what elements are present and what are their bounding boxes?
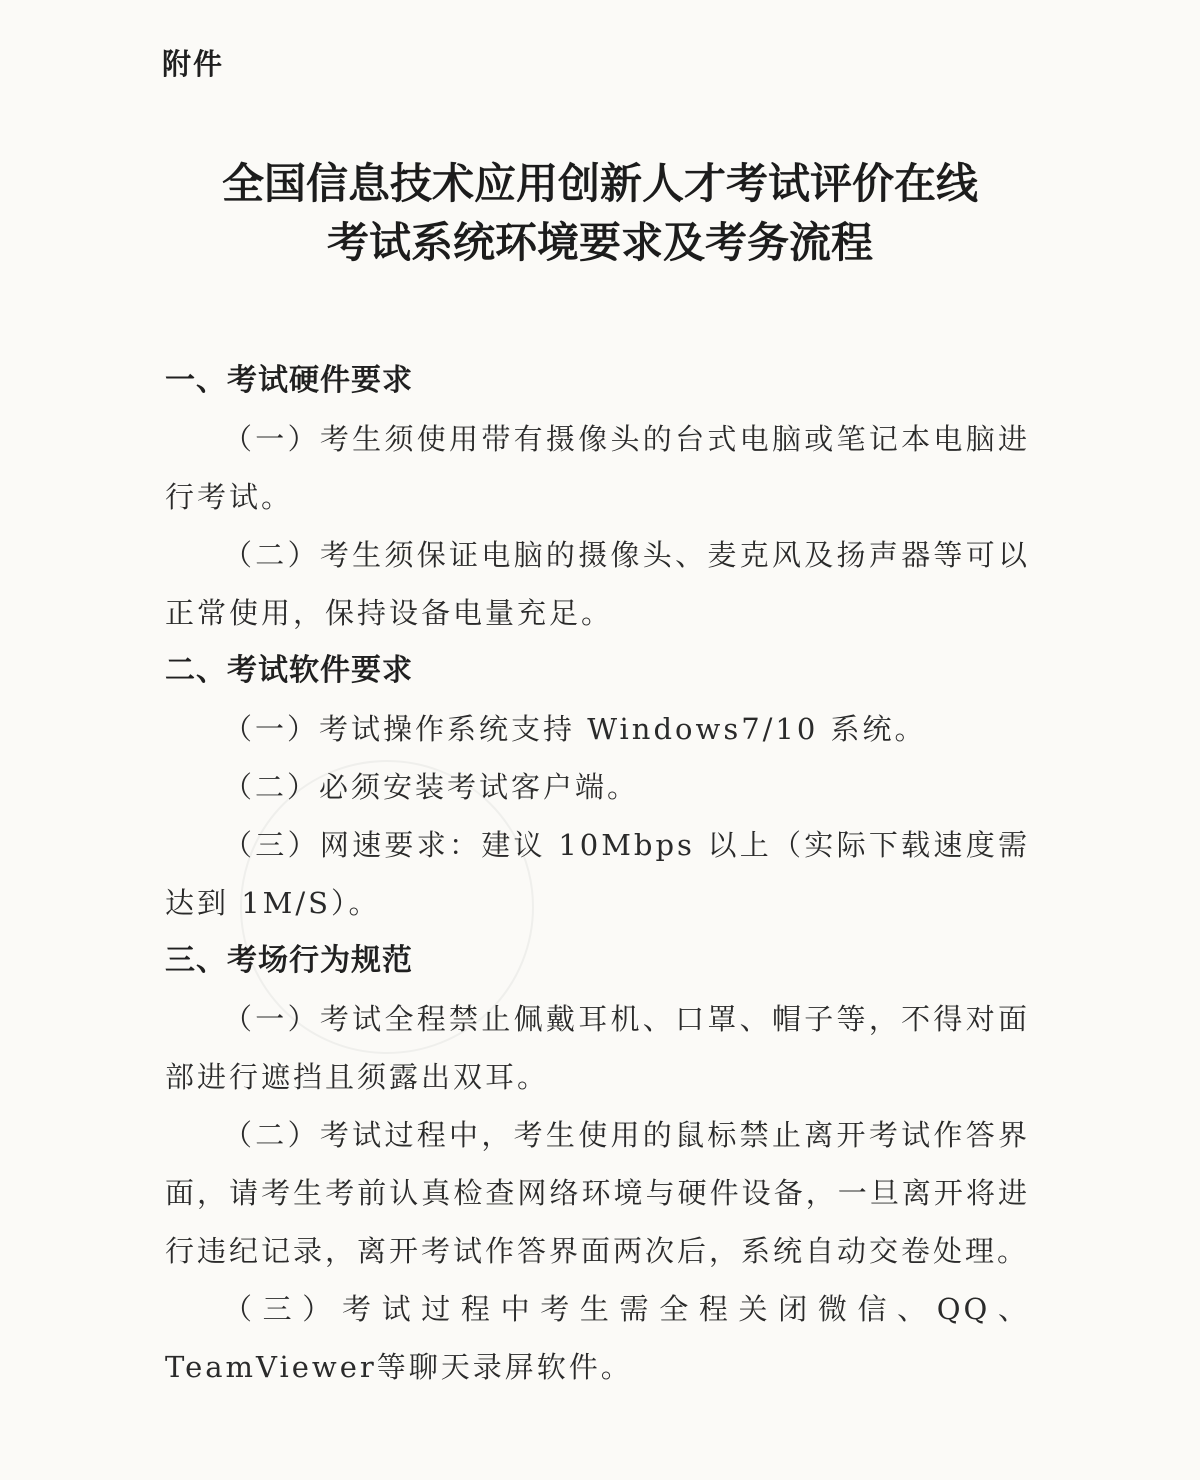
section-paragraph: （一）考试全程禁止佩戴耳机、口罩、帽子等，不得对面部进行遮挡且须露出双耳。	[165, 1002, 1030, 1094]
section-heading: 二、考试软件要求	[165, 653, 413, 688]
section-exam-conduct	[165, 932, 1030, 1396]
document-title	[120, 154, 1080, 272]
section-paragraph: （三）网速要求：建议 10Mbps 以上（实际下载速度需达到 1M/S）。	[165, 828, 1030, 920]
document-body	[165, 352, 1030, 1396]
section-paragraph: （二）考试过程中，考生使用的鼠标禁止离开考试作答界面，请考生考前认真检查网络环境与硬件设备，一旦离开将进行违纪记录，离开考试作答界面两次后，系统自动交卷处理。	[165, 1118, 1030, 1268]
section-heading: 三、考场行为规范	[165, 943, 413, 978]
section-heading: 一、考试硬件要求	[165, 363, 413, 398]
section-paragraph: （一）考试操作系统支持 Windows7/10 系统。	[223, 712, 927, 746]
title-line-2: 考试系统环境要求及考务流程	[326, 218, 873, 267]
section-software-requirements	[165, 642, 1030, 932]
attachment-label: 附件	[162, 47, 225, 81]
section-hardware-requirements	[165, 352, 1030, 642]
section-paragraph: （一）考生须使用带有摄像头的台式电脑或笔记本电脑进行考试。	[165, 422, 1030, 514]
section-paragraph: （二）必须安装考试客户端。	[223, 770, 640, 804]
section-paragraph: （二）考生须保证电脑的摄像头、麦克风及扬声器等可以正常使用，保持设备电量充足。	[165, 538, 1030, 630]
section-paragraph: （三）考试过程中考生需全程关闭微信、QQ、TeamViewer等聊天录屏软件。	[165, 1292, 1030, 1384]
title-line-1: 全国信息技术应用创新人才考试评价在线	[221, 159, 978, 208]
